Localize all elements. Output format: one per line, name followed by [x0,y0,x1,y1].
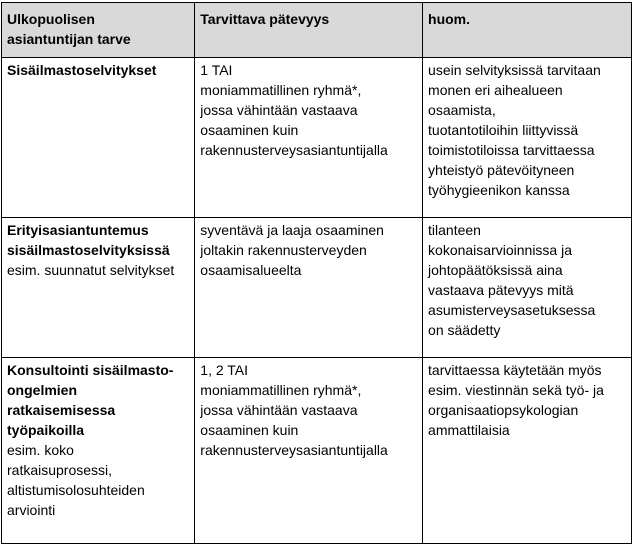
cell-notes [423,358,632,544]
cell-need [2,58,195,218]
header-text: asiantuntijan tarve [7,31,131,47]
cell-text: johtopäätöksissä aina [428,262,563,278]
cell-text: vastaava pätevyys mitä [428,282,574,298]
cell-text: tarvittaessa käytetään myös [428,362,602,378]
cell-text: Erityisasiantuntemus [7,222,149,238]
cell-notes [423,58,632,218]
cell-need [2,218,195,358]
table-header-row [2,3,632,58]
cell-text: jossa vähintään vastaava [200,402,358,418]
expert-need-table [1,2,632,544]
cell-text: tilanteen [428,222,481,238]
header-cell-notes [423,3,632,58]
cell-text: toimistotiloissa tarvittaessa [428,142,595,158]
header-cell-need [2,3,195,58]
cell-text: esim. koko [7,442,74,458]
cell-text: ammattilaisia [428,422,510,438]
header-text: Ulkopuolisen [7,11,95,27]
cell-text: osaaminen kuin [200,122,299,138]
cell-competence [195,358,423,544]
cell-text: moniammatillinen ryhmä*, [200,82,362,98]
cell-text: 1 TAI [200,62,233,78]
cell-notes [423,218,632,358]
cell-text: rakennusterveysasiantuntijalla [200,142,388,158]
table-row [2,358,632,544]
cell-text: osaaminen kuin [200,422,299,438]
cell-text: ongelmien [7,382,78,398]
cell-text: ratkaisuprosessi, [7,462,113,478]
cell-text: moniammatillinen ryhmä*, [200,382,362,398]
cell-text: altistumisolosuhteiden [7,482,145,498]
cell-text: asumisterveysasetuksessa [428,302,596,318]
cell-text: sisäilmastoselvityksissä [7,242,170,258]
cell-text: Sisäilmastoselvitykset [7,62,157,78]
cell-text: Konsultointi sisäilmasto- [7,362,174,378]
cell-text: arviointi [7,502,56,518]
cell-text: osaamista, [428,102,496,118]
cell-text: joltakin rakennusterveyden [200,242,367,258]
cell-need [2,358,195,544]
cell-text: organisaatiopsykologian [428,402,579,418]
cell-text: yhteistyö pätevöityneen [428,162,575,178]
cell-text: rakennusterveysasiantuntijalla [200,442,388,458]
cell-text: esim. viestinnän sekä työ- ja [428,382,604,398]
cell-text: kokonaisarvioinnissa ja [428,242,572,258]
header-text: huom. [428,11,471,27]
cell-text: on säädetty [428,322,501,338]
header-text: Tarvittava pätevyys [200,11,330,27]
cell-text: työpaikoilla [7,422,85,438]
cell-text: esim. suunnatut selvitykset [7,262,175,278]
cell-competence [195,58,423,218]
cell-text: ratkaisemisessa [7,402,116,418]
cell-text: 1, 2 TAI [200,362,249,378]
table-row [2,218,632,358]
cell-text: usein selvityksissä tarvitaan [428,62,601,78]
cell-text: työhygieenikon kanssa [428,182,570,198]
header-cell-competence [195,3,423,58]
cell-competence [195,218,423,358]
cell-text: tuotantotiloihin liittyvissä [428,122,579,138]
table-row [2,58,632,218]
cell-text: monen eri aihealueen [428,82,563,98]
cell-text: jossa vähintään vastaava [200,102,358,118]
cell-text: syventävä ja laaja osaaminen [200,222,384,238]
cell-text: osaamisalueelta [200,262,302,278]
